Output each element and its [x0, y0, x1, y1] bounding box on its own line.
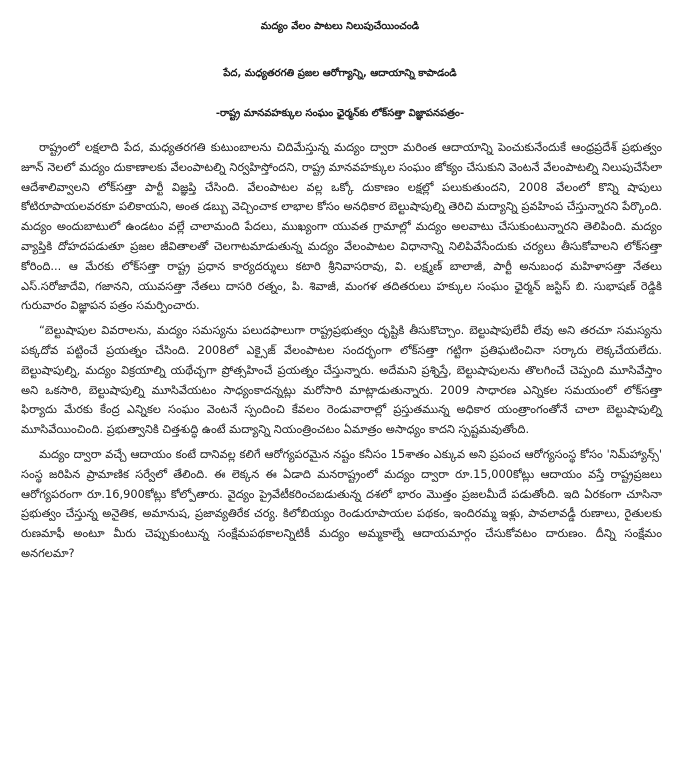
headline: మద్యం వేలం పాటలు నిలుపుచేయించండి	[260, 21, 420, 32]
article-body	[21, 138, 662, 569]
paragraph-1: రాష్ట్రంలో లక్షలాది పేద, మధ్యతరగతి కుటుంబాలను చిదిమేస్తున్న మద్యం ద్వారా మరింత ఆదాయాన్ని పెంచుకునేందుకే ఆంధ్రప్రదేశ్ ప్రభుత్వం జూన్ నెలలో మద్యం దుకాణాలకు వేలంపాటల్ని నిర్వహిస్తోందని, రాష్ట్ర మానవహక్కుల సంఘం జోక్యం చేసుకుని వెంటనే వేలంపాటల్ని నిలుపుచేసేలా ఆదేశాలివ్వాలని లోక్‌సత్తా పార్టీ విజ్ఞప్తి చేసింది. వేలంపాటల వల్ల ఒక్కో దుకాణం లక్షల్లో పలుకుతుందని, 2008 వేలంలో కొన్ని షాపులు కోటిరూపాయలవరకూ పలికాయని, అంత డబ్బు వెచ్చించాక లాభాల కోసం అనధికార బెల్టుషాపుల్ని తెరిచి మద్యాన్ని ప్రవహింప చేస్తున్నారని పేర్కొంది. మద్యం అందుబాటులో ఉండటం వల్లే చాలామంది పేదలు, ముఖ్యంగా యువత గ్రామాల్లో మద్యం అలవాటు చేసుకుంటున్నారని తెలిపింది. మద్యం వ్యాప్తికి దోహదపడుతూ ప్రజల జీవితాలతో చెలగాటమాడుతున్న మద్యం వేలంపాటల విధానాన్ని నిలిపివేసేందుకు చర్యలు తీసుకోవాలని లోక్‌సత్తా కోరింది... ఆ మేరకు లోక్‌సత్తా రాష్ట్ర ప్రధాన కార్యదర్శులు కటారి శ్రీనివాసరావు, వి. లక్ష్మణ్ బాలాజీ, పార్టీ అనుబంధ మహిళాసత్తా నేతలు ఎస్.సరోజాదేవి, గజానని, యువసత్తా నేతలు దాసరి రత్నం, పి. శివాజీ, మంగళ తదితరులు హక్కుల సంఘం ఛైర్మన్ జస్టిస్ బి. సుభాషణ్ రెడ్డికి గురువారం విజ్ఞాపన పత్రం సమర్పించారు.	[21, 140, 662, 313]
subheadline: పేద, మధ్యతరగతి ప్రజల ఆరోగ్యాన్ని, ఆదాయాన్ని కాపాడండి	[223, 68, 457, 79]
paragraph-3: మద్యం ద్వారా వచ్చే ఆదాయం కంటే దానివల్ల కలిగే ఆరోగ్యపరమైన నష్టం కనీసం 15శాతం ఎక్కువ అని ప్రపంచ ఆరోగ్యసంస్థ కోసం 'నిమ్‌హ్యాన్స్' సంస్థ జరిపిన ప్రామాణిక సర్వేలో తేలింది. ఈ లెక్కన ఈ ఏడాది మనరాష్ట్రంలో మద్యం ద్వారా రూ.15,000కోట్లు ఆదాయం వస్తే రాష్ట్రప్రజలు ఆరోగ్యపరంగా రూ.16,900కోట్లు కోల్పోతారు. వైద్యం ప్రైవేటీకరించబడుతున్న దశలో భారం మొత్తం ప్రజలమీదే పడుతోంది. ఇది ఏరకంగా చూసినా ప్రభుత్వం చేస్తున్న అనైతిక, అమానుష, ప్రజావ్యతిరేక చర్య. కిలోబియ్యం రెండురూపాయల పథకం, ఇందిరమ్మ ఇళ్లు, పావలావడ్డీ రుణాలు, రైతులకు రుణమాఫీ అంటూ మీరు చెప్పుకుంటున్న సంక్షేమపథకాలన్నిటికీ మద్యం అమ్మకాల్నే ఆదాయమార్గం చేసుకోవటం దారుణం. దీన్ని సంక్షేమం అనగలమా?	[21, 446, 662, 560]
deck: -రాష్ట్ర మానవహక్కుల సంఘం ఛైర్మన్‌కు లోక్‌సత్తా విజ్ఞాపనపత్రం-	[215, 108, 465, 119]
paragraph-2: “బెల్టుషాపుల వివరాలను, మద్యం సమస్యను పలుదఫాలుగా రాష్ట్రప్రభుత్వం దృష్టికి తీసుకొచ్చాం. బెల్టుషాపులేవీ లేవు అని తరచూ సమస్యను పక్కదోవ పట్టించే ప్రయత్నం చేసింది. 2008లో ఎక్సైజ్ వేలంపాటల సందర్భంగా లోక్‌సత్తా గట్టిగా ప్రతిఘటించినా సర్కారు లెక్కచేయలేదు. బెల్టుషాపుల్ని, మద్యం విక్రయాల్ని యథేచ్ఛగా ప్రోత్సహించే ప్రయత్నం చేస్తున్నారు. అదేమని ప్రశ్నిస్తే, బెల్టుషాపులను తొలగించే చెప్పంది మూసివేస్తాం అని ఒకసారి, బెల్టుషాపుల్ని మూసివేయటం సాధ్యంకాదన్నట్లు మరోసారి మాట్లాడుతున్నారు. 2009 సాధారణ ఎన్నికల సమయంలో లోక్‌సత్తా ఫిర్యాదు మేరకు కేంద్ర ఎన్నికల సంఘం వెంటనే స్పందించి కేవలం రెండువారాల్లో ప్రస్తుతమున్న అధికార యంత్రాంగంతోనే చాలా బెల్టుషాపుల్ని మూసివేయించింది. ప్రభుత్వానికి చిత్తశుద్ధి ఉంటే మద్యాన్ని నియంత్రించటం ఏమాత్రం అసాధ్యం కాదని స్పష్టమవుతోంది.	[21, 323, 662, 437]
